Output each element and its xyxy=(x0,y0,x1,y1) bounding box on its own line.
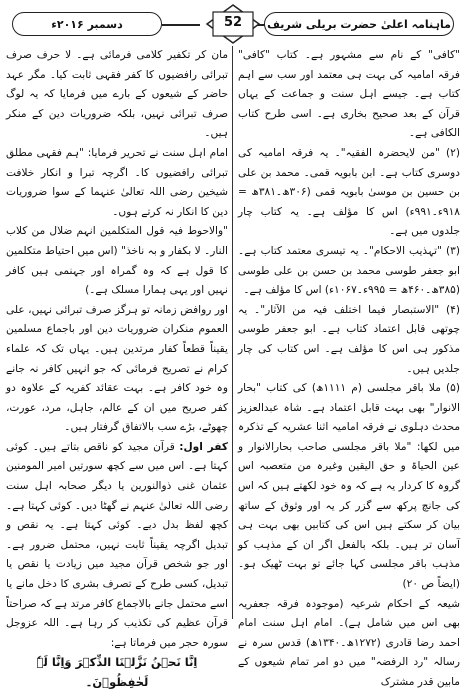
page-number-badge xyxy=(205,4,261,44)
paragraph: اور روافض زمانہ تو ہرگز صرف تبرائی نہیں، علی العموم منکران ضروریات دین اور باجماع مسلمین یقیناً قطعاً کفار مرتدین ہیں۔ یہاں تک کہ علماء کرام نے تصریح فرمائی کہ جو انہیں کافر نہ جانے وہ خود کافر ہے۔ بہت عقائد کفریہ کے علاوہ دو کفر صریح میں ان کے عالم، جاہل، مرد، عورت، چھوٹے، بڑے سب بالاتفاق گرفتار ہیں۔ xyxy=(6,303,228,434)
paragraph: مان کر تکفیر کلامی فرمائی ہے۔ لا حرف صرف تبرائی رافضیوں کا کفر فقہی ثابت کیا۔ مگر عہد حاضر کے شیعوں کے بارے میں فرمایا کہ یہ لوگ صرف تبرائی نہیں، بلکہ ضروریات دین کے منکر ہیں۔ xyxy=(6,49,228,140)
quran-verse: اِنَّا نَحۡنُ نَزَّلۡنَا الذِّکۡرَ وَاِنَّا لَہٗ لَحٰفِظُوۡنَ۔ xyxy=(36,655,198,689)
paragraph: (۵) ملا باقر مجلسی (م ۱۱۱۱ھ) کی کتاب "بحار الانوار" بھی بہت قابل اعتماد ہے۔ شاہ عبدالعزیز محدث دہلوی نے فرقہ امامیہ اثنا عشریہ کے تذکرہ میں لکھا: "ملا باقر مجلسی صاحب بحارالانوار و عین الحیاۃ و حق الیقین وغیرہ من متعصبہ اس گروہ کا کردار یہ ہے کہ وہ خود لکھتے ہیں کہ اس کی جانچ پرکھ سے گزر کر یہ اور وثوق کے ساتھ بیان کر سکتے ہیں اس کی کتابیں بھی بہت ہی آسان تر ہیں۔ بلکہ بالفعل اگر ان کے مذہب کو مذہب باقر مجلسی کہا جائے تو بہت ٹھیک ہو۔ (ایضاً ص ۲۰) xyxy=(238,382,461,591)
paragraph: (۲) "من لایحضرہ الفقیہ"۔ یہ فرقہ امامیہ کی دوسری کتاب ہے۔ ابن بابویہ قمی۔ محمد بن علی بن حسین بن موسیٰ بابویہ قمی (۳۰۶ھ۔۳۸۱ھ = ۹۱۸ء۔۹۹۱ء) اس کا مؤلف ہے۔ یہ کتاب چار جلدوں میں ہے۔ xyxy=(238,146,460,238)
paragraph: (۳) "تہذیب الاحکام"۔ یہ تیسری معتمد کتاب ہے۔ ابو جعفر طوسی محمد بن حسن بن علی طوسی (۳۸۵ھ۔۴۶۰ھ = ۹۹۵ء۔۱۰۶۷ء) اس کا مؤلف ہے۔ xyxy=(238,244,460,297)
magazine-title: ماہنامہ اعلیٰ حضرت بریلی شریف xyxy=(264,12,454,36)
column-divider xyxy=(232,46,233,619)
right-column xyxy=(238,46,461,688)
page-number: 52 xyxy=(223,15,243,30)
paragraph xyxy=(6,438,228,654)
page-header xyxy=(6,4,460,44)
paragraph: "والاحوط فیہ قول المتکلمین انہم ضلال من کلاب النار۔ لا بکفار و بہ ناخذ" (اس میں احتیاط متکلمین کا قول ہے کہ وہ گمراہ اور جہنمی ہیں کافر نہیں اور یہی ہمارا مسلک ہے۔) xyxy=(6,225,228,297)
paragraph: (۴) "الاستبصار فیما اختلف فیہ من الآثار"۔ یہ چوتھی قابل اعتماد کتاب ہے۔ ابو جعفر طوسی مذکور ہی اس کا مؤلف ہے۔ اس کتاب کی چار جلدیں ہیں۔ xyxy=(238,303,460,375)
paragraph: شیعہ کے احکام شرعیہ (موجودہ فرقہ جعفریہ بھی اس میں شامل ہے)۔ امام اہل سنت امام احمد رضا قادری (۱۲۷۲ھ۔۱۳۴۰ھ) قدس سرہ نے رسالہ "رد الرفضہ" میں دو امر تمام شیعوں کے مابین قدر مشترک xyxy=(238,597,460,688)
paragraph: "کافی" کے نام سے مشہور ہے۔ کتاب "کافی" فرقہ امامیہ کی بہت ہی معتمد اور سب سے اہم کتاب ہے۔ جیسے اہل سنت و جماعت کے یہاں قرآن کے بعد صحیح بخاری ہے۔ اسی طرح کتاب الکافی ہے۔ xyxy=(238,49,460,140)
header-rule-left xyxy=(162,24,200,26)
section-heading: کفر اول: xyxy=(179,440,228,453)
section-text: قرآن مجید کو ناقص بتاتے ہیں۔ کوئی کہتا ہے۔ اس میں سے کچھ سورتیں امیر المومنین عثمان غنی ذوالنورین یا دیگر صحابہ اہل سنت رضی اللہ تعالیٰ عنہم نے گھٹا دیں۔ کوئی کہتا ہے۔ کچھ لفظ بدل دیے۔ کوئی کہتا ہے۔ یہ نقص و تبدیل اگرچہ یقیناً ثابت نہیں، محتمل ضرور ہے۔ اور جو شخص قرآن مجید میں زیادت یا نقص یا تبدیل، کسی طرح کے تصرف بشری کا دخل مانے یا اسے محتمل جانے بالاجماع کافر مرتد ہے کہ صراحتاً قرآن عظیم کی تکذیب کر رہا ہے۔ اللہ عزوجل سورہ حجر میں فرماتا ہے: xyxy=(6,440,228,649)
paragraph: امام اہل سنت نے تحریر فرمایا: "ہم فقہی مطلق تبرائی رافضیوں کا۔ اگرچہ تبرا و انکار خلافت شیخین رضی اللہ تعالیٰ عنہما کے سوا ضروریات دین کا انکار نہ کرتے ہوں۔ xyxy=(6,146,228,218)
issue-date: دسمبر ۲۰۱۶ء xyxy=(12,12,162,36)
left-column xyxy=(6,46,228,689)
